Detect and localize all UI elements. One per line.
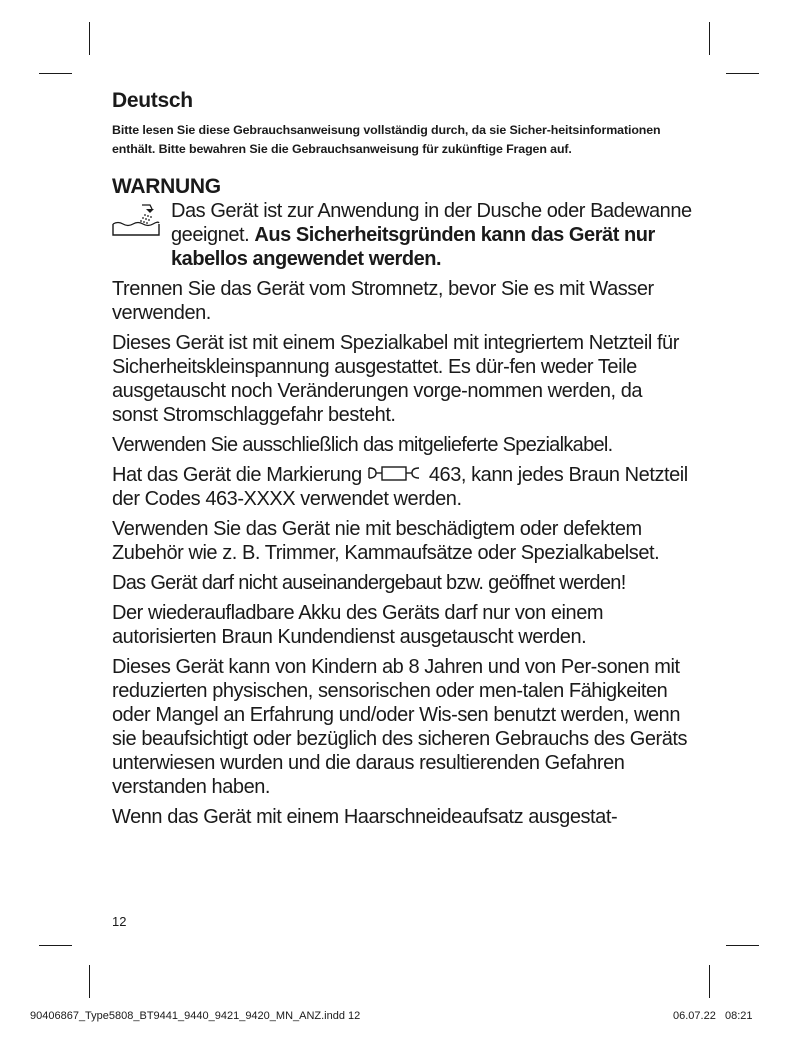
intro-text: Bitte lesen Sie diese Gebrauchsanweisung vollständig durch, da sie Sicher-heitsinformationen enthält. Bitte bewahren Sie die Gebrauchsanweisung für zukünftige Fragen auf. [112,123,661,156]
paragraph: Der wiederaufladbare Akku des Geräts darf nur von einem autorisierten Braun Kundendienst ausgetauscht werden. [112,602,604,648]
page-number: 12 [112,914,127,929]
document-body [112,88,692,835]
paragraph-power-supply: Hat das Gerät die Markierung 463, kann jedes Braun Netzteil der Codes 463-XXXX verwendet werden. [112,464,688,510]
crop-mark [39,73,72,74]
power-supply-symbol-icon [367,465,429,483]
paragraph: Verwenden Sie ausschließlich das mitgelieferte Spezialkabel. [112,434,613,456]
crop-mark [726,945,759,946]
crop-mark [89,22,90,55]
footer-timestamp: 06.07.22 08:21 [673,1010,753,1022]
paragraph: Dieses Gerät ist mit einem Spezialkabel mit integriertem Netzteil für Sicherheitskleinspannung ausgestattet. Es dür-fen weder Teile ausgetauscht noch Veränderungen vorge-nommen werden, da sonst Stromschlaggefahr besteht. [112,332,679,426]
shower-bathtub-icon [112,203,162,237]
paragraph: Dieses Gerät kann von Kindern ab 8 Jahren und von Per-sonen mit reduzierten physischen, sensorischen oder men-talen Fähigkeiten oder Mangel an Erfahrung und/oder Wis-sen benutzt werden, wenn sie beaufsichtigt oder bezüglich des sicheren Gebrauchs des Geräts unterwiesen wurden und die daraus resultierenden Gefahren verstanden haben. [112,656,688,798]
crop-mark [709,22,710,55]
crop-mark [709,965,710,998]
warning-title: WARNUNG [112,175,221,198]
warning-text: Das Gerät ist zur Anwendung in der Dusche oder Badewanne geeignet. Aus Sicherheitsgründen kann das Gerät nur kabellos angewendet werden. [171,200,692,270]
paragraph: Verwenden Sie das Gerät nie mit beschädigtem oder defektem Zubehör wie z. B. Trimmer, Kammaufsätze oder Spezialkabelset. [112,518,660,564]
paragraph: Trennen Sie das Gerät vom Stromnetz, bevor Sie es mit Wasser verwenden. [112,278,654,324]
crop-mark [89,965,90,998]
paragraph: Das Gerät darf nicht auseinandergebaut bzw. geöffnet werden! [112,572,626,594]
warning-block [112,199,692,271]
footer-filename: 90406867_Type5808_BT9441_9440_9421_9420_MN_ANZ.indd 12 [30,1010,361,1022]
crop-mark [726,73,759,74]
language-heading: Deutsch [112,89,193,112]
crop-mark [39,945,72,946]
warning-bold-text: Aus Sicherheitsgründen kann das Gerät nur kabellos angewendet werden. [171,224,655,270]
paragraph: Wenn das Gerät mit einem Haarschneideaufsatz ausgestat- [112,806,618,828]
